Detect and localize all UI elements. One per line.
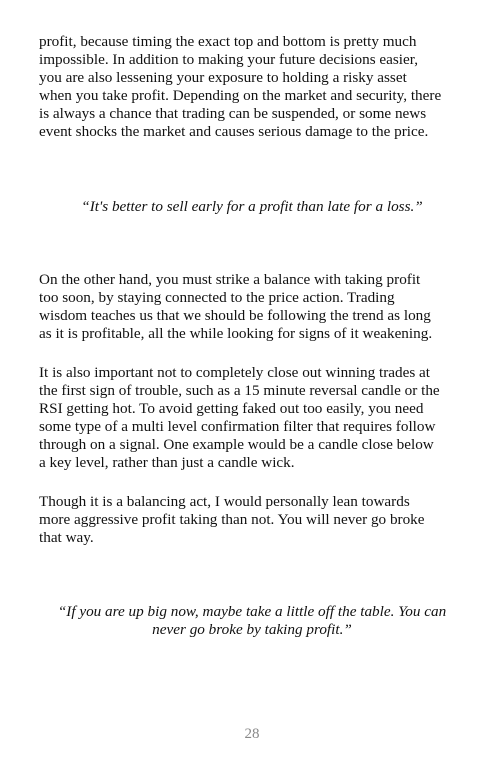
text-line: you are also lessening your exposure to holding a risky asset bbox=[39, 69, 407, 86]
text-line: through on a signal. One example would be a candle close below bbox=[39, 436, 434, 453]
text-line: a key level, rather than just a candle wick. bbox=[39, 454, 295, 471]
text-line: when you take profit. Depending on the market and security, there bbox=[39, 87, 442, 104]
text-line: Though it is a balancing act, I would personally lean towards bbox=[39, 493, 410, 510]
text-line: is always a chance that trading can be suspended, or some news bbox=[39, 105, 427, 122]
pull-quote-2 bbox=[30, 603, 474, 639]
quote-line: never go broke by taking profit.” bbox=[152, 621, 352, 638]
text-line: some type of a multi level confirmation filter that requires follow bbox=[39, 418, 436, 435]
paragraph-4 bbox=[39, 493, 465, 547]
text-line: impossible. In addition to making your future decisions easier, bbox=[39, 51, 419, 68]
text-line: On the other hand, you must strike a balance with taking profit bbox=[39, 271, 421, 288]
quote-line: “It's better to sell early for a profit than late for a loss.” bbox=[81, 198, 423, 215]
text-line: RSI getting hot. To avoid getting faked out too easily, you need bbox=[39, 400, 424, 417]
paragraph-3 bbox=[39, 364, 465, 472]
text-line: that way. bbox=[39, 529, 94, 546]
pull-quote-1 bbox=[30, 198, 474, 216]
text-line: event shocks the market and causes serious damage to the price. bbox=[39, 123, 429, 140]
text-line: more aggressive profit taking than not. You will never go broke bbox=[39, 511, 425, 528]
text-line: as it is profitable, all the while looking for signs of it weakening. bbox=[39, 325, 433, 342]
text-line: the first sign of trouble, such as a 15 minute reversal candle or the bbox=[39, 382, 440, 399]
page-number: 28 bbox=[244, 726, 260, 742]
quote-line: “If you are up big now, maybe take a little off the table. You can bbox=[57, 603, 447, 620]
text-line: It is also important not to completely close out winning trades at bbox=[39, 364, 431, 381]
paragraph-2 bbox=[39, 271, 465, 343]
text-line: wisdom teaches us that we should be following the trend as long bbox=[39, 307, 431, 324]
text-line: profit, because timing the exact top and bottom is pretty much bbox=[39, 33, 417, 50]
text-line: too soon, by staying connected to the price action. Trading bbox=[39, 289, 395, 306]
paragraph-1 bbox=[39, 33, 465, 141]
